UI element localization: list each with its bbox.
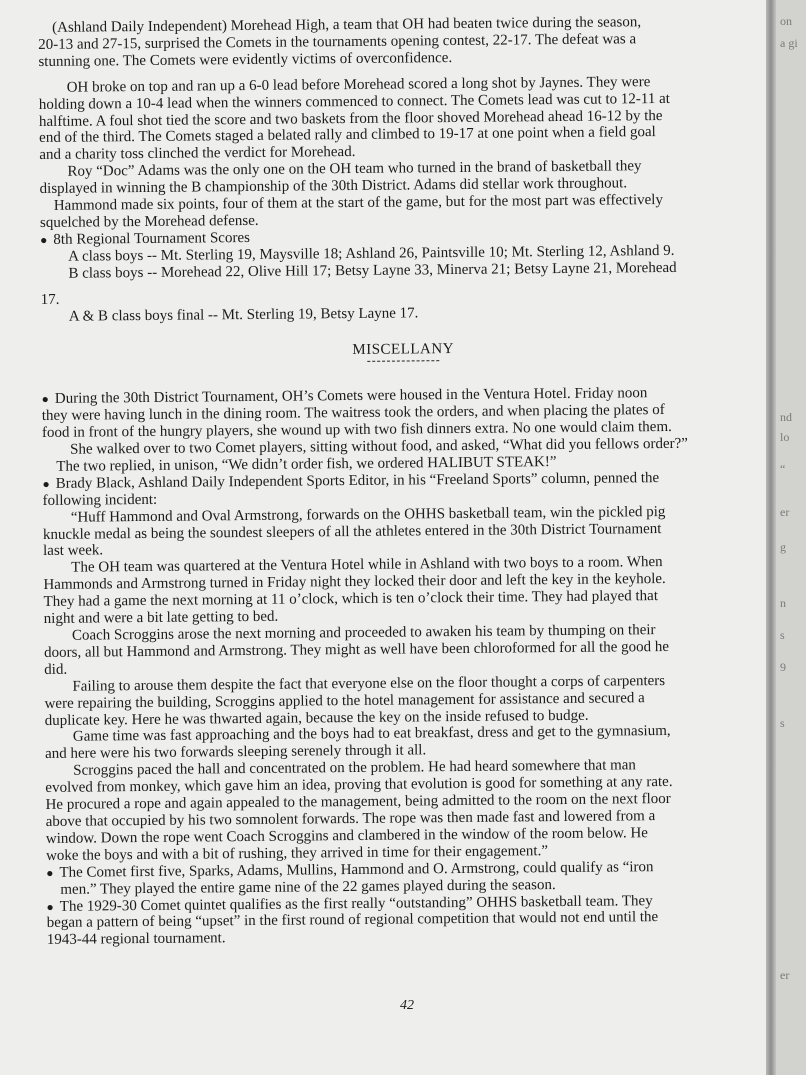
adjacent-text-fragment: g [780, 540, 786, 554]
text-line: night and were a bit late getting to bed. [43, 608, 279, 628]
text-line: they were having lunch in the dining room. The waitress took the orders, and when placing the plates of [41, 402, 665, 425]
adjacent-text-fragment: “ [780, 462, 786, 476]
text-line: During the 30th District Tournament, OH’s Comets were housed in the Ventura Hotel. Friday noon [54, 385, 648, 408]
page-text [38, 13, 771, 949]
quote-paragraph [43, 553, 768, 628]
bullet-icon: ● [40, 232, 48, 247]
text-line: A class boys -- Mt. Sterling 19, Maysville 18; Ashland 26, Paintsville 10; Mt. Sterling 12, Ashland 9. [68, 242, 675, 265]
text-line: Hammond made six points, four of them at the start of the game, but for the most part was effectively [53, 192, 663, 214]
adjacent-text-fragment: on [780, 14, 792, 28]
text-line: Scroggins paced the hall and concentrated on the problem. He had heard somewhere that man [73, 757, 636, 779]
text-line: halftime. A foul shot tied the score and two baskets from the floor shoved Morehead ahead 16-12 by the [38, 107, 663, 130]
text-line: displayed in winning the B championship of the 30th District. Adams did stellar work throughout. [39, 175, 628, 198]
text-line: stunning one. The Comets were evidently victims of overconfidence. [38, 49, 453, 70]
text-line: She walked over to two Comet players, sitting without food, and asked, “What did you fellows order?” [70, 435, 688, 458]
scores-heading: 8th Regional Tournament Scores [53, 229, 250, 248]
page-number: 42 [400, 998, 414, 1013]
text-line: The OH team was quartered at the Ventura Hotel while in Ashland with two boys to a room. When [71, 554, 663, 577]
text-line: evolved from monkey, which gave him an idea, proving that evolution is good for something at any rate. [45, 774, 673, 797]
adjacent-text-fragment: lo [780, 430, 790, 444]
quote-paragraph [43, 503, 767, 561]
text-line: Roy “Doc” Adams was the only one on the OH team who turned in the brand of basketball they [67, 158, 642, 180]
text-line: did. [44, 661, 68, 678]
adjacent-text-fragment: er [780, 505, 790, 519]
bullet-fish [42, 384, 767, 475]
text-line: holding down a 10-4 lead when the winners commenced to connect. The Comets lead was cut to 12-11 at [38, 90, 670, 113]
bullet-icon: ● [46, 865, 54, 880]
bullet-icon: ● [46, 899, 54, 914]
bullet-quintet [46, 892, 770, 950]
text-line: duplicate key. Here he was thwarted again, because the key on the inside refused to budge. [44, 707, 589, 729]
heading-rule [367, 360, 439, 362]
text-line: squelched by the Morehead defense. [39, 212, 259, 231]
quote-paragraph [44, 621, 768, 679]
text-line: men.” They played the entire game nine of the 22 games played during the season. [60, 876, 556, 898]
text-line: OH broke on top and ran up a 6-0 lead before Morehead scored a long shot by Jaynes. They were [66, 73, 651, 96]
text-line: (Ashland Daily Independent) Morehead High, a team that OH had beaten twice during the season, [51, 14, 642, 36]
text-line: and a charity toss clinched the verdict for Morehead. [39, 144, 356, 164]
text-line: Failing to arouse them despite the fact that everyone else on the floor thought a corps of carpenters [72, 672, 666, 695]
text-line: They had a game the next morning at 11 o’clock, which is ten o’clock their time. They had played that [43, 588, 659, 611]
quote-paragraph [44, 672, 768, 730]
quote-paragraph [45, 756, 770, 864]
adjacent-text-fragment: n [780, 596, 786, 610]
text-line: Coach Scroggins arose the next morning and proceeded to awaken his team by thumping on their [71, 622, 656, 644]
book-gutter [766, 0, 776, 1075]
adjacent-text-fragment: s [780, 716, 785, 730]
text-line: Game time was fast approaching and the boys had to eat breakfast, dress and get to the gymnasium, [72, 723, 671, 746]
adjacent-page-edge [776, 0, 806, 1075]
text-line: above that occupied by his two somnolent forwards. The rope was then made fast and lowered from a [45, 808, 656, 830]
text-line: B class boys -- Morehead 22, Olive Hill 17; Betsy Layne 33, Minerva 21; Betsy Layne 21, Morehead [68, 259, 677, 282]
text-line: and here were his two forwards sleeping serenely through it all. [44, 742, 427, 763]
text-line: The two replied, in unison, “We didn’t order fish, we ordered HALIBUT STEAK!” [56, 453, 557, 475]
text-line: He procured a rope and again appealed to the management, being admitted to the room on the next floor [45, 791, 671, 814]
adjacent-text-fragment: er [780, 968, 790, 982]
bullet-icon: ● [41, 392, 49, 407]
adjacent-text-fragment: 9 [780, 660, 786, 674]
text-line: knuckle medal as being the soundest sleepers of all the athletes entered in the 30th District Tournament [42, 520, 662, 543]
paragraph-top [38, 13, 762, 71]
text-line: Brady Black, Ashland Daily Independent Sports Editor, in his “Freeland Sports” column, penned the [55, 469, 660, 492]
adjacent-text-fragment: a gi [780, 36, 798, 50]
bullet-icon: ● [42, 476, 50, 491]
adjacent-text-fragment: s [780, 628, 785, 642]
text-line: Hammonds and Armstrong turned in Friday night they locked their door and left the key in the keyhole. [43, 571, 666, 594]
text-line: doors, all but Hammond and Armstrong. They might as well have been chloroformed for all the good he [43, 638, 670, 661]
miscellany-heading: MISCELLANY [352, 341, 455, 359]
text-line: following incident: [42, 491, 158, 509]
adjacent-text-fragment: nd [780, 410, 792, 424]
text-line: The Comet first five, Sparks, Adams, Mullins, Hammond and O. Armstrong, could qualify as “iron [59, 858, 654, 881]
text-line: food in front of the hungry players, she wound up with two fish dinners extra. No one would claim them. [41, 419, 672, 442]
text-line: began a pattern of being “upset” in the first round of regional competition that would not end until the [46, 909, 659, 932]
text-line: window. Down the rope went Coach Scroggins and clambered in the window of the room below. He [45, 825, 649, 847]
text-line: 17. [40, 291, 60, 308]
text-line: end of the third. The Comets staged a belated rally and climbed to 19-17 at one point when a field goal [39, 124, 656, 147]
text-line: woke the boys and with a bit of rushing, they arrived in time for their engagement.” [45, 842, 549, 864]
paragraph-game [39, 73, 764, 164]
text-line: last week. [43, 542, 104, 560]
text-line: The 1929-30 Comet quintet qualifies as the first really “outstanding” OHHS basketball team. They [59, 892, 653, 915]
text-line: 20-13 and 27-15, surprised the Comets in the tournaments opening contest, 22-17. The defeat was a [38, 31, 637, 53]
text-line: were repairing the building, Scroggins applied to the hotel management for assistance and secured a [44, 689, 645, 712]
scores-section [40, 225, 765, 325]
text-line: 1943-44 regional tournament. [46, 930, 226, 949]
text-line: A & B class boys final -- Mt. Sterling 19, Betsy Layne 17. [68, 304, 419, 325]
paragraph-doc [39, 157, 764, 232]
text-line: “Huff Hammond and Oval Armstrong, forwards on the OHHS basketball team, win the pickled pig [70, 503, 666, 526]
